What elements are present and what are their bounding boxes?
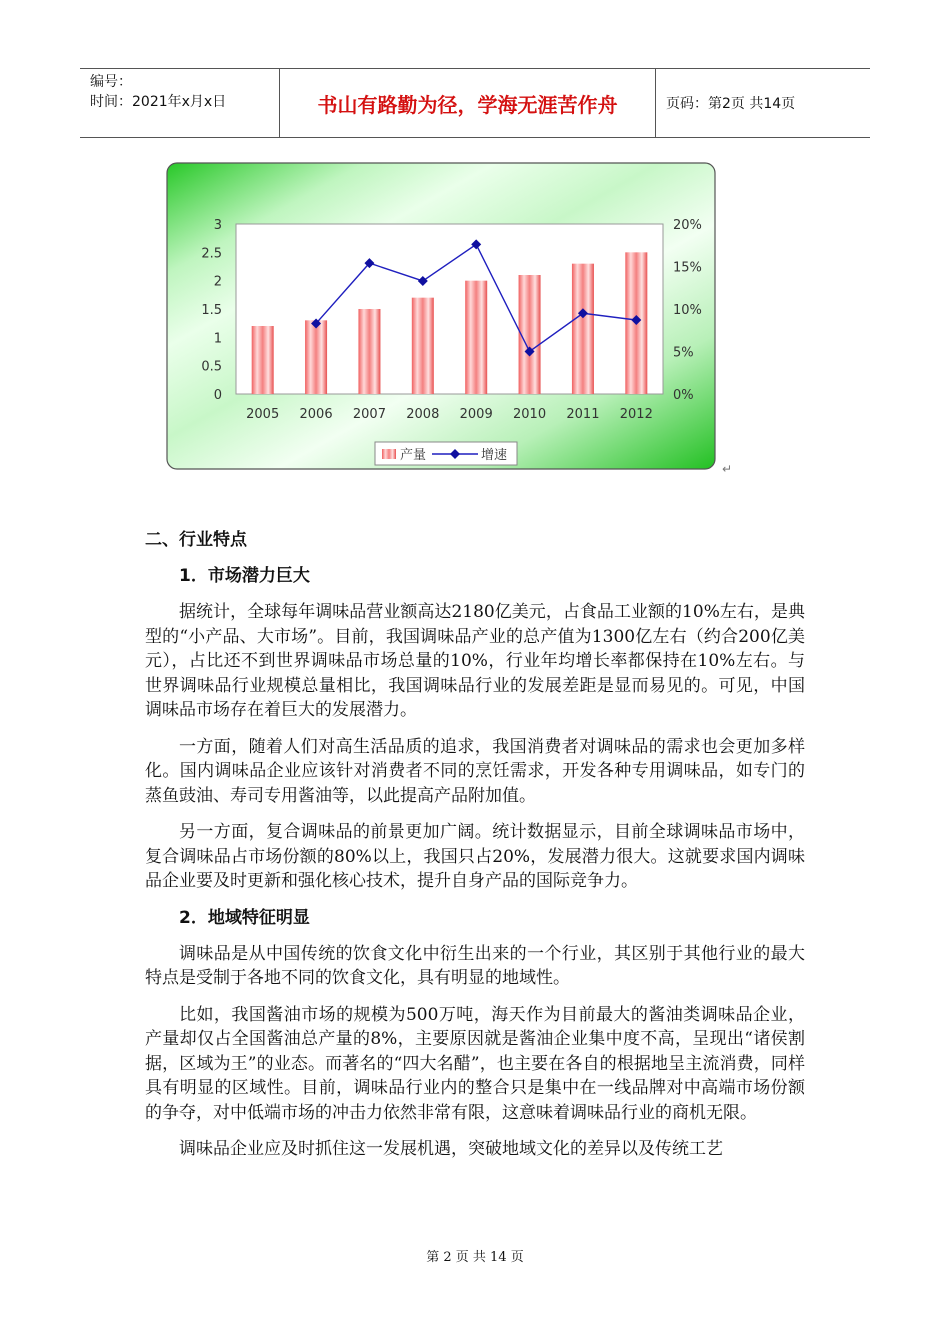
- section-title: 二、行业特点: [145, 530, 247, 550]
- paragraph-2: 一方面，随着人们对高生活品质的追求，我国消费者对调味品的需求也会更加多样化。国内调味品企业应该针对消费者不同的烹饪需求，开发各种专用调味品，如专门的蒸鱼豉油、寿司专用酱油等，以此提高产品附加值。: [145, 736, 805, 806]
- header-motto: 书山有路勤为径，学海无涯苦作舟: [280, 69, 656, 137]
- y-tick-label: 2: [213, 274, 222, 290]
- paragraph-4: 调味品是从中国传统的饮食文化中衍生出来的一个行业，其区别于其他行业的最大特点是受制于各地不同的饮食文化，具有明显的地域性。: [145, 943, 805, 988]
- paragraph-3: 另一方面，复合调味品的前景更加广阔。统计数据显示，目前全球调味品市场中，复合调味品占市场份额的80%以上，我国只占20%，发展潜力很大。这就要求国内调味品企业要及时更新和强化核心技术，提升自身产品的国际竞争力。: [145, 822, 805, 891]
- chart-bar: [572, 264, 594, 394]
- x-tick-label: 2011: [566, 407, 600, 422]
- document-body: [145, 528, 805, 1174]
- chart-bar: [358, 309, 380, 394]
- paragraph-5: 比如，我国酱油市场的规模为500万吨，海天作为目前最大的酱油类调味品企业，产量却仅占全国酱油总产量的8%，主要原因就是酱油企业集中度不高，呈现出“诸侯割据，区域为王”的业态。而著名的“四大名醋”，也主要在各自的根据地呈主流消费，同样具有明显的区域性。目前，调味品行业内的整合只是集中在一线品牌对中高端市场份额的争夺，对中低端市场的冲击力依然非常有限，这意味着调味品行业的商机无限。: [145, 1004, 805, 1123]
- chart-svg: [166, 162, 716, 470]
- y-tick-label: 1: [213, 331, 222, 347]
- x-tick-label: 2007: [352, 407, 386, 422]
- y-tick-label: 1.5: [201, 303, 222, 318]
- y-tick-label: 0.5: [201, 359, 222, 375]
- number-label: 编号：: [90, 74, 132, 90]
- production-chart: [166, 162, 716, 470]
- y2-tick-label: 15%: [673, 260, 702, 276]
- page-header: [80, 68, 870, 138]
- legend-swatch-bar: [382, 449, 396, 459]
- chart-bar: [412, 298, 434, 394]
- page-footer: 第 2 页 共 14 页: [426, 1250, 524, 1265]
- y2-tick-label: 10%: [673, 303, 702, 318]
- chart-bar: [305, 320, 327, 394]
- y-tick-label: 3: [213, 218, 222, 233]
- x-tick-label: 2009: [459, 407, 493, 422]
- x-tick-label: 2010: [513, 407, 547, 422]
- subsection-title-2: 2．地域特征明显: [179, 907, 310, 928]
- y-tick-label: 0: [213, 388, 222, 403]
- x-tick-label: 2006: [299, 407, 333, 422]
- subsection-title-1: 1．市场潜力巨大: [179, 566, 310, 586]
- legend-label-line: 增速: [481, 448, 508, 463]
- plot-area: [236, 224, 663, 394]
- chart-bar: [465, 281, 487, 394]
- paragraph-return-mark: ↵: [722, 462, 733, 476]
- x-tick-label: 2005: [246, 407, 280, 422]
- y-tick-label: 2.5: [201, 246, 222, 262]
- y2-tick-label: 5%: [673, 345, 694, 361]
- header-page-info: 页码：第2页 共14页: [666, 96, 796, 112]
- y2-tick-label: 20%: [673, 218, 702, 233]
- time-label: 时间：2021年x月x日: [90, 94, 227, 110]
- x-tick-label: 2008: [406, 407, 440, 422]
- paragraph-6: 调味品企业应及时抓住这一发展机遇，突破地域文化的差异以及传统工艺: [179, 1139, 723, 1159]
- chart-bar: [252, 326, 274, 394]
- paragraph-1: 据统计，全球每年调味品营业额高达2180亿美元，占食品工业额的10%左右，是典型的“小产品、大市场”。目前，我国调味品产业的总产值为1300亿左右（约合200亿美元），占比还不到世界调味品市场总量的10%，行业年均增长率都保持在10%左右。与世界调味品行业规模总量相比，我国调味品行业的发展差距是显而易见的。可见，中国调味品市场存在着巨大的发展潜力。: [145, 602, 805, 720]
- y2-tick-label: 0%: [673, 388, 694, 403]
- x-tick-label: 2012: [619, 407, 653, 422]
- header-left-cell: [80, 69, 280, 137]
- legend-label-bar: 产量: [400, 448, 427, 463]
